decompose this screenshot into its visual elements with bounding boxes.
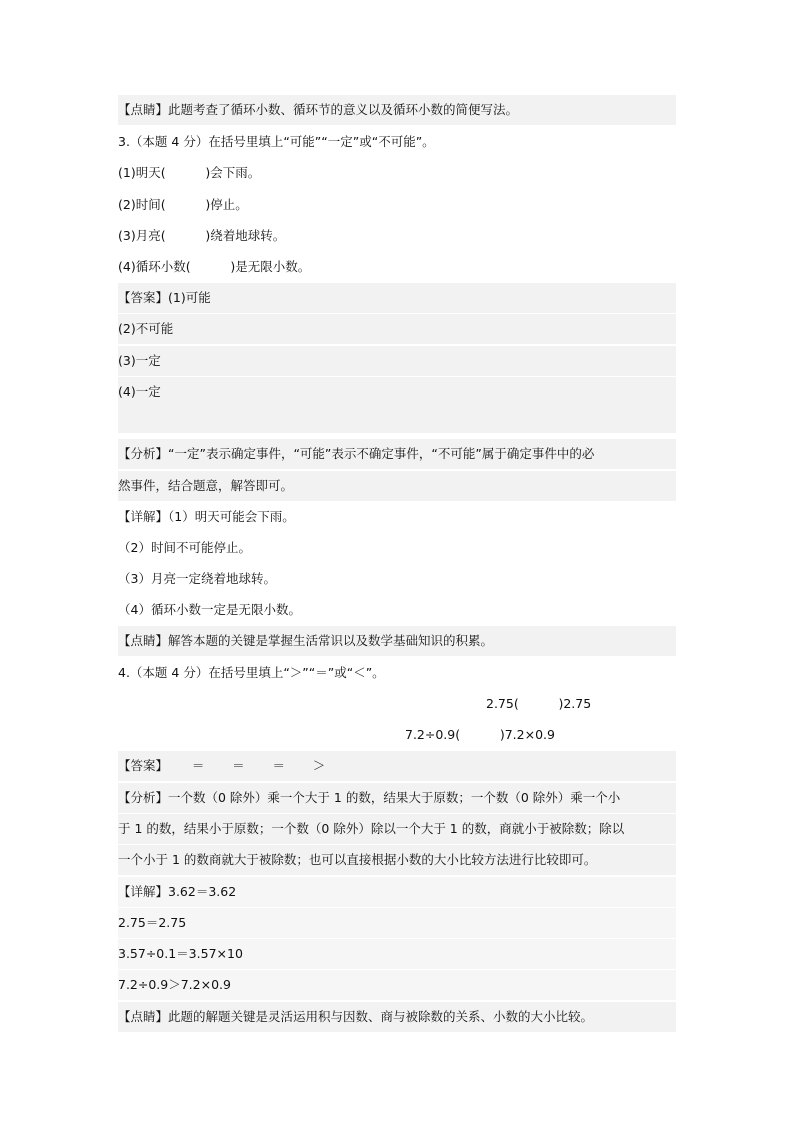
question-3-title: 3.（本题 4 分）在括号里填上“可能”“一定”或“不可能”。: [118, 134, 435, 149]
detail-4-line-3: 3.57÷0.1＝3.57×10: [118, 939, 676, 969]
question-3-item-3: (3)月亮( )绕着地球转。: [118, 228, 286, 243]
answer-3-spacer: [118, 407, 676, 433]
analysis-4-line-3: 一个小于 1 的数商就大于被除数；也可以直接根据小数的大小比较方法进行比较即可。: [118, 845, 676, 875]
analysis-3-line-1: 【分析】“一定”表示确定事件，“可能”表示不确定事件，“不可能”属于确定事件中的必: [118, 439, 676, 469]
detail-4-line-1: 【详解】3.62＝3.62: [118, 877, 676, 907]
answer-3-line-2: (2)不可能: [118, 314, 676, 344]
detail-4-line-2: 2.75＝2.75: [118, 908, 676, 938]
question-4-title: 4.（本题 4 分）在括号里填上“＞”“＝”或“＜”。: [118, 665, 385, 680]
detail-3-line-2: （2）时间不可能停止。: [118, 540, 251, 555]
detail-3-line-3: （3）月亮一定绕着地球转。: [118, 571, 276, 586]
question-3-item-2: (2)时间( )停止。: [118, 197, 248, 212]
analysis-4-line-1: 【分析】一个数（0 除外）乘一个大于 1 的数，结果大于原数；一个数（0 除外）乘一个小: [118, 783, 676, 813]
question-4-item-2: 2.75( )2.75: [486, 696, 592, 711]
detail-4-line-4: 7.2÷0.9＞7.2×0.9: [118, 970, 676, 1000]
answer-3-line-4: (4)一定: [118, 377, 676, 407]
analysis-4-line-2: 于 1 的数，结果小于原数；一个数（0 除外）除以一个大于 1 的数，商就小于被除数；除以: [118, 814, 676, 844]
detail-3-line-4: （4）循环小数一定是无限小数。: [118, 602, 301, 617]
answer-4: 【答案】 ＝ ＝ ＝ ＞: [118, 751, 676, 781]
answer-3-line-1: 【答案】(1)可能: [118, 283, 676, 313]
question-3-item-4: (4)循环小数( )是无限小数。: [118, 259, 311, 274]
key-point-note: 【点睛】此题考查了循环小数、循环节的意义以及循环小数的简便写法。: [118, 95, 676, 125]
answer-3-line-3: (3)一定: [118, 346, 676, 376]
question-3-item-1: (1)明天( )会下雨。: [118, 165, 261, 180]
analysis-3-line-2: 然事件，结合题意，解答即可。: [118, 471, 676, 501]
question-4-item-4: 7.2÷0.9( )7.2×0.9: [405, 727, 555, 742]
key-point-4: 【点睛】此题的解题关键是灵活运用积与因数、商与被除数的关系、小数的大小比较。: [118, 1002, 676, 1032]
detail-3-line-1: 【详解】（1）明天可能会下雨。: [118, 509, 295, 524]
question-4-row-2: [118, 720, 676, 750]
key-point-3: 【点睛】解答本题的关键是掌握生活常识以及数学基础知识的积累。: [118, 626, 676, 656]
question-4-row-1: [118, 689, 676, 719]
